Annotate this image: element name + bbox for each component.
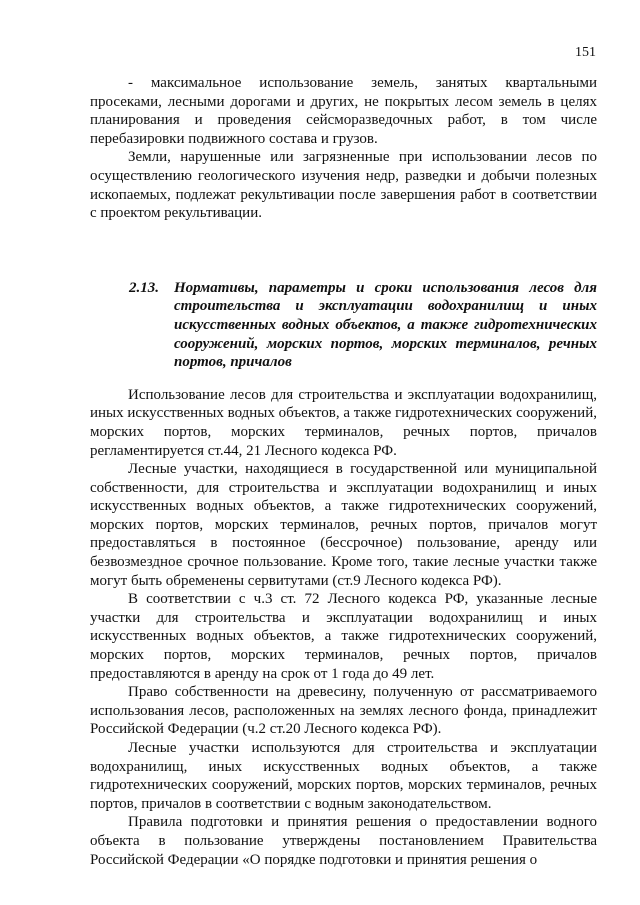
section-body bbox=[90, 386, 597, 869]
paragraph-water-object-rules: Правила подготовки и принятия решения о предоставлении водного объекта в пользование утверждены постановлением Правительства Российской Федерации «О порядке подготовки и принятия решения о bbox=[90, 814, 597, 868]
section-title: Нормативы, параметры и сроки использования лесов для строительства и эксплуатации водохранилищ и иных искусственных водных объектов, а также гидротехнических сооружений, морских портов, морских терминалов, речных портов, причалов bbox=[174, 279, 597, 371]
page-number: 151 bbox=[575, 45, 596, 60]
paragraph-lease-term: В соответствии с ч.3 ст. 72 Лесного кодекса РФ, указанные лесные участки для строительства и эксплуатации водохранилищ и иных искусственных водных объектов, а также гидротехнических сооружений, морских портов, морских терминалов, речных портов, причалов предоставляются в аренду на срок от 1 года до 49 лет. bbox=[90, 591, 597, 682]
paragraph-land-reclamation: Земли, нарушенные или загрязненные при использовании лесов по осуществлению геологического изучения недр, разведки и добычи полезных ископаемых, подлежат рекультивации после завершения работ в соответствии с проектом рекультивации. bbox=[90, 149, 597, 222]
document-body bbox=[90, 74, 597, 869]
intro-block bbox=[90, 74, 597, 223]
section-number: 2.13. bbox=[129, 279, 159, 296]
paragraph-land-use-list-item: - максимальное использование земель, занятых квартальными просеками, лесными дорогами и других, не покрытых лесом земель в целях планирования и проведения сейсморазведочных работ, в том числе перебазировки подвижного состава и грузов. bbox=[90, 75, 597, 147]
section-heading bbox=[90, 279, 597, 372]
paragraph-land-provision: Лесные участки, находящиеся в государственной или муниципальной собственности, для строительства и эксплуатации водохранилищ и иных искусственных водных объектов, а также гидротехнических сооружений, морских портов, морских терминалов, речных портов, причалов могут предоставляться в постоянное (бессрочное) пользование, аренду или безвозмездное срочное пользование. Кроме того, такие лесные участки также могут быть обременены сервитутами (ст.9 Лесного кодекса РФ). bbox=[90, 461, 597, 589]
paragraph-water-legislation: Лесные участки используются для строительства и эксплуатации водохранилищ, иных искусственных водных объектов, а также гидротехнических сооружений, морских портов, морских терминалов, речных портов, причалов в соответствии с водным законодательством. bbox=[90, 740, 597, 812]
paragraph-timber-ownership: Право собственности на древесину, полученную от рассматриваемого использования лесов, расположенных на землях лесного фонда, принадлежит Российской Федерации (ч.2 ст.20 Лесного кодекса РФ). bbox=[90, 684, 597, 738]
paragraph-regulation: Использование лесов для строительства и эксплуатации водохранилищ, иных искусственных водных объектов, а также гидротехнических сооружений, морских портов, морских терминалов, речных портов, причалов регламентируется ст.44, 21 Лесного кодекса РФ. bbox=[90, 386, 597, 459]
